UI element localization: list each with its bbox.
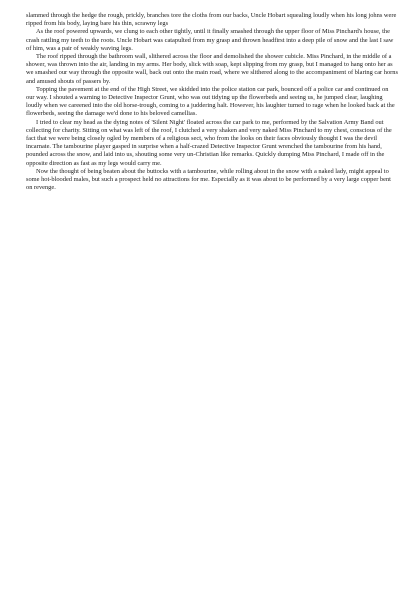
paragraph-continuation: slammed through the hedge the rough, prickly, branches tore the cloths from our backs, Uncle Hobart squealing loudly when his long johns were ripped from his body, laying bare his thin, scrawny legs [26,12,397,28]
paragraph-tambourine: Now the thought of being beaten about the buttocks with a tambourine, while rolling about in the snow with a naked lady, might appeal to some hot-blooded males, but such a prospect held no attractions for me. Especially as it was about to be performed by a very large copper bent on revenge. [26,167,391,192]
paragraph-silent-night: I tried to clear my head as the dying notes of 'Silent Night' floated across the car park to me, performed by the Salvation Army Band out collecting for charity. Sitting on what was left of the roof, I clutched a very shaken and very naked Miss Pinchard to my chest, conscious of the fact that we were being closely ogled by members of a religious sect, who from the looks on their faces obviously thought I was the devil incarnate. The tambourine player gasped in surprise when a half-crazed Detective Inspector Grunt wrenched the tambourine from his hand, pounded across the snow, and laid into us, shouting some very un-Christian like remarks. Quickly dumping Miss Pinchard, I made off in the opposite direction as fast as my legs would carry me. [26,118,392,167]
paragraph-high-street: Topping the pavement at the end of the High Street, we skidded into the police station car park, bounced off a police car and continued on our way. I shouted a warning to Detective Inspector Grunt, who was out tidying up the flowerbeds and seeing us, he jumped clear, laughing loudly when we careened into the old horse-trough, coming to a juddering halt. However, his laughter turned to rage when he looked back at the flowerbeds, seeing the damage we'd done to his beloved camellias. [26,85,395,118]
document-page [26,12,398,192]
paragraph-bathroom: The roof ripped through the bathroom wall, slithered across the floor and demolished the shower cubicle. Miss Pinchard, in the middle of a shower, was thrown into the air, landing in my arms. Her body, slick with soap, kept slipping from my grasp, but I managed to hang onto her as we smashed our way through the opposite wall, back out onto the main road, where we slithered along to the accompaniment of blaring car horns and amused shouts of passers by. [26,53,398,85]
paragraph-roof-upwards: As the roof powered upwards, we clung to each other tightly, until it finally smashed through the upper floor of Miss Pinchard's house, the crash rattling my teeth to the roots. Uncle Hobart was catapulted from my grasp and thrown headfirst into a deep pile of snow and the last I saw of him, was a pair of weakly waving legs. [26,28,394,52]
